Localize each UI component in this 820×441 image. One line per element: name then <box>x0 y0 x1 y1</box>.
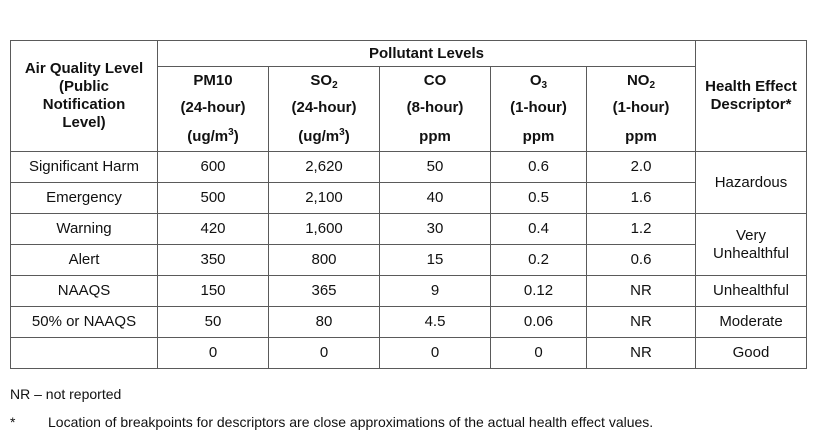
footnote-breakpoints-text: Location of breakpoints for descriptors are close approximations of the actual health effect values. <box>48 414 654 430</box>
cell-pm10: 600 <box>158 152 269 183</box>
cell-no2: NR <box>587 276 696 307</box>
descriptor-moderate: Moderate <box>696 307 807 338</box>
row-level-label: Warning <box>11 214 158 245</box>
cell-so2: 2,100 <box>269 183 380 214</box>
footnote-breakpoints <box>10 414 653 430</box>
row-level-label: Significant Harm <box>11 152 158 183</box>
header-so2: $SO_2$ (24-hour) $(ug/m^3)$ <box>269 67 380 152</box>
cell-no2: 2.0 <box>587 152 696 183</box>
header-pollutant-levels: Pollutant Levels <box>158 41 696 67</box>
cell-no2: 0.6 <box>587 245 696 276</box>
cell-pm10: 420 <box>158 214 269 245</box>
table-row <box>11 276 807 307</box>
cell-o3: 0 <box>491 338 587 369</box>
cell-so2: 80 <box>269 307 380 338</box>
table-row <box>11 183 807 214</box>
table-row <box>11 214 807 245</box>
cell-pm10: 150 <box>158 276 269 307</box>
table-row <box>11 152 807 183</box>
cell-o3: 0.12 <box>491 276 587 307</box>
row-level-label: 50% or NAAQS <box>11 307 158 338</box>
cell-co: 15 <box>380 245 491 276</box>
cell-co: 50 <box>380 152 491 183</box>
cell-o3: 0.06 <box>491 307 587 338</box>
cell-o3: 0.6 <box>491 152 587 183</box>
descriptor-hazardous: Hazardous <box>696 152 807 214</box>
cell-no2: 1.2 <box>587 214 696 245</box>
cell-pm10: 350 <box>158 245 269 276</box>
footnote-nr: NR – not reported <box>10 386 122 402</box>
header-no2: $NO_2$ (1-hour) ppm <box>587 67 696 152</box>
descriptor-very-unhealthful: Very Unhealthful <box>696 214 807 276</box>
cell-co: 9 <box>380 276 491 307</box>
cell-o3: 0.2 <box>491 245 587 276</box>
footnote-asterisk: * <box>10 414 16 430</box>
cell-pm10: 500 <box>158 183 269 214</box>
row-level-label: NAAQS <box>11 276 158 307</box>
cell-so2: 365 <box>269 276 380 307</box>
cell-so2: 0 <box>269 338 380 369</box>
cell-so2: 800 <box>269 245 380 276</box>
air-quality-table <box>10 40 807 369</box>
header-co: CO (8-hour) ppm <box>380 67 491 152</box>
cell-no2: NR <box>587 338 696 369</box>
row-level-label: Alert <box>11 245 158 276</box>
header-health-effect: Health Effect Descriptor* <box>696 41 807 152</box>
cell-pm10: 50 <box>158 307 269 338</box>
cell-co: 0 <box>380 338 491 369</box>
cell-o3: 0.5 <box>491 183 587 214</box>
cell-no2: 1.6 <box>587 183 696 214</box>
table-row <box>11 245 807 276</box>
row-level-label <box>11 338 158 369</box>
header-o3: $O_3$ (1-hour) ppm <box>491 67 587 152</box>
cell-so2: 1,600 <box>269 214 380 245</box>
cell-co: 40 <box>380 183 491 214</box>
cell-o3: 0.4 <box>491 214 587 245</box>
header-pm10: PM10 (24-hour) $(ug/m^3)$ <box>158 67 269 152</box>
descriptor-good: Good <box>696 338 807 369</box>
cell-so2: 2,620 <box>269 152 380 183</box>
cell-pm10: 0 <box>158 338 269 369</box>
cell-no2: NR <box>587 307 696 338</box>
cell-co: 30 <box>380 214 491 245</box>
table-row <box>11 338 807 369</box>
row-level-label: Emergency <box>11 183 158 214</box>
descriptor-unhealthful: Unhealthful <box>696 276 807 307</box>
header-air-quality-level: Air Quality Level (Public Notification Level) <box>11 41 158 152</box>
table-row <box>11 307 807 338</box>
cell-co: 4.5 <box>380 307 491 338</box>
